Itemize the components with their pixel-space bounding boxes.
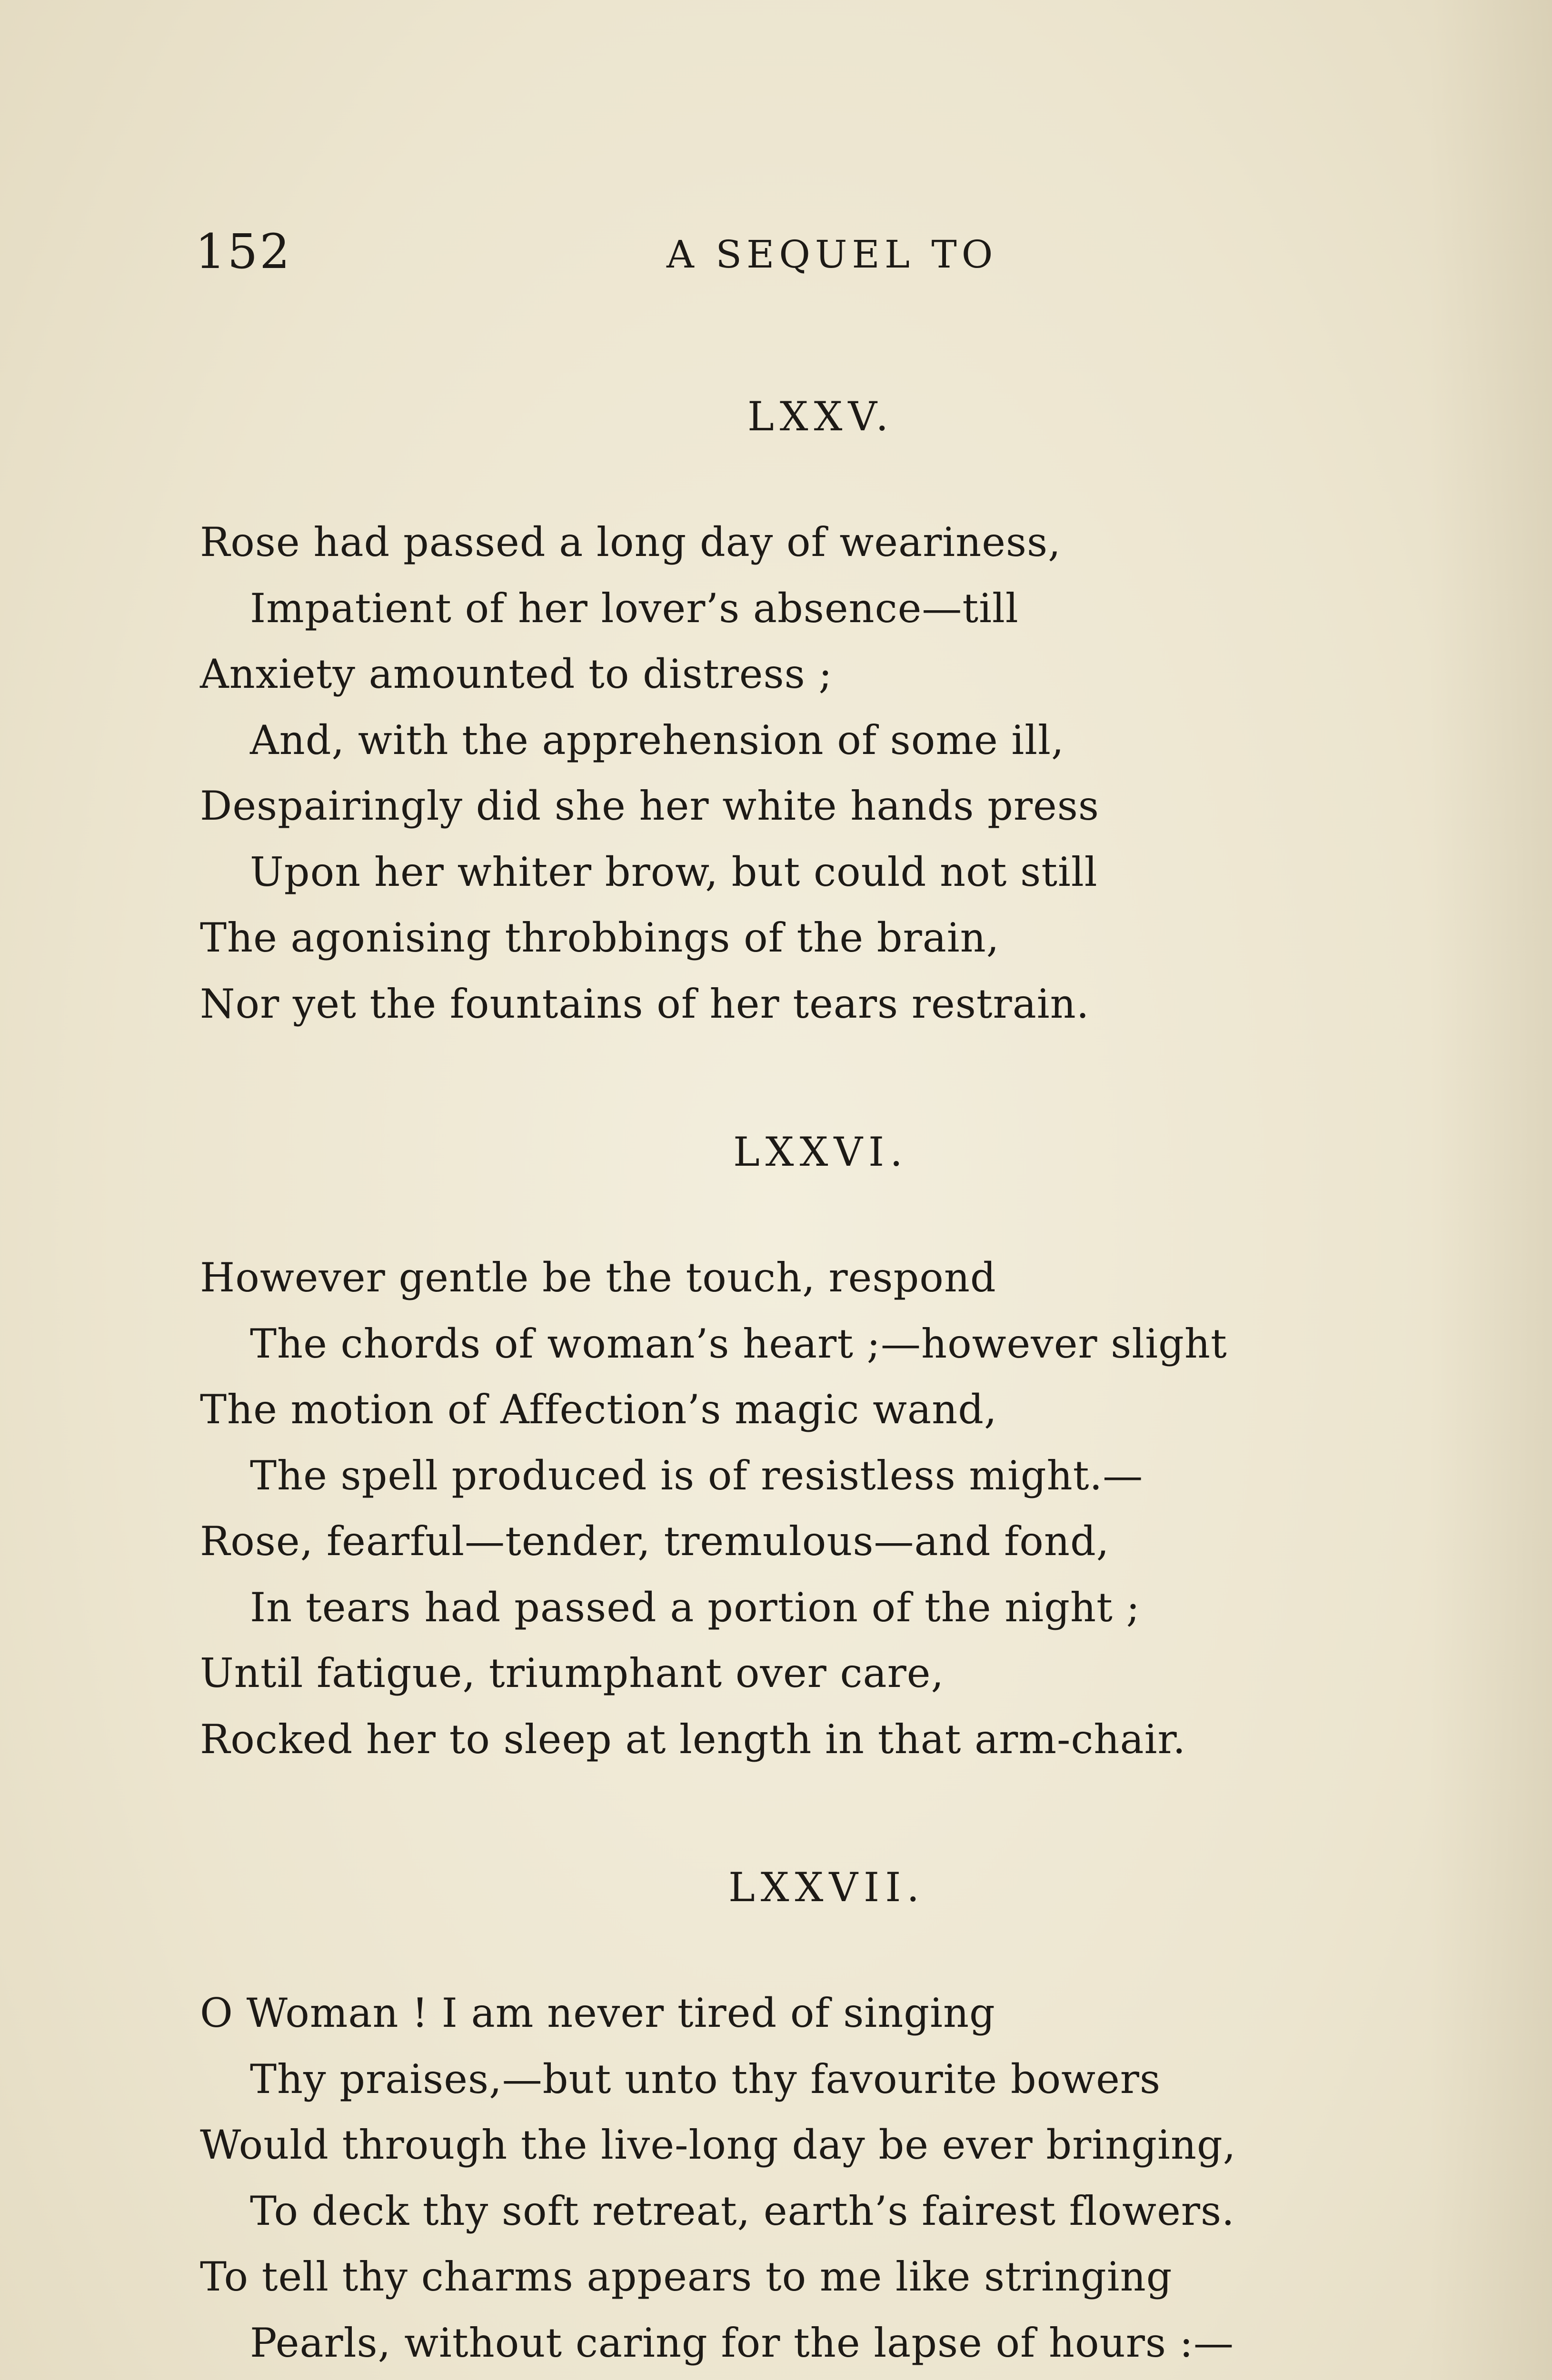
verse-line: Rocked her to sleep at length in that arm-chair. [200,1716,1186,1763]
verse-line: Impatient of her lover’s absence—till [250,585,1019,632]
stanza-number: LXXVI. [733,1129,908,1175]
verse-line: In tears had passed a portion of the night ; [250,1584,1140,1631]
verse-line: Upon her whiter brow, but could not still [250,848,1098,895]
page-number: 152 [195,224,292,279]
page-edge-shadow [1428,0,1552,2380]
running-title: A SEQUEL TO [667,232,998,277]
verse-line: Despairingly did she her white hands press [200,783,1099,829]
stanza-number: LXXV. [747,393,895,440]
verse-line [200,2376,1438,2380]
verse-line: The motion of Affection’s magic wand, [200,1386,997,1433]
verse-line: Rose had passed a long day of weariness, [200,519,1061,565]
verse-line: Thy praises,—but unto thy favourite bowers [250,2055,1161,2102]
verse-line: Would through the live-long day be ever bringing, [200,2122,1236,2168]
verse-line: O Woman ! I am never tired of singing [200,1990,995,2036]
stanza-lxxvi [200,1126,1438,1772]
verse-line: Until fatigue, triumphant over care, [200,1650,945,1696]
verse-line: However gentle be the touch, respond [200,1254,996,1301]
verse-line: The chords of woman’s heart ;—however slight [250,1320,1227,1367]
verse-line: To tell thy charms appears to me like stringing [200,2253,1173,2300]
stanza-number: LXXVII. [728,1864,925,1911]
verse-line: The agonising throbbings of the brain, [200,914,1000,961]
stanza-lxxvii [200,1861,1438,2380]
verse-line: Rose, fearful—tender, tremulous—and fond, [200,1518,1110,1565]
verse-line: Nor yet the fountains of her tears restrain. [200,980,1090,1027]
verse-line: And, with the apprehension of some ill, [250,716,1065,764]
verse-line: The spell produced is of resistless might.— [250,1452,1144,1499]
page-header [195,224,1338,286]
verse-line: To deck thy soft retreat, earth’s fairest flowers. [250,2187,1235,2234]
verse-line: Anxiety amounted to distress ; [200,651,833,697]
verse-line: Pearls, without caring for the lapse of hours :— [250,2319,1234,2366]
stanza-lxxv [200,390,1438,1037]
